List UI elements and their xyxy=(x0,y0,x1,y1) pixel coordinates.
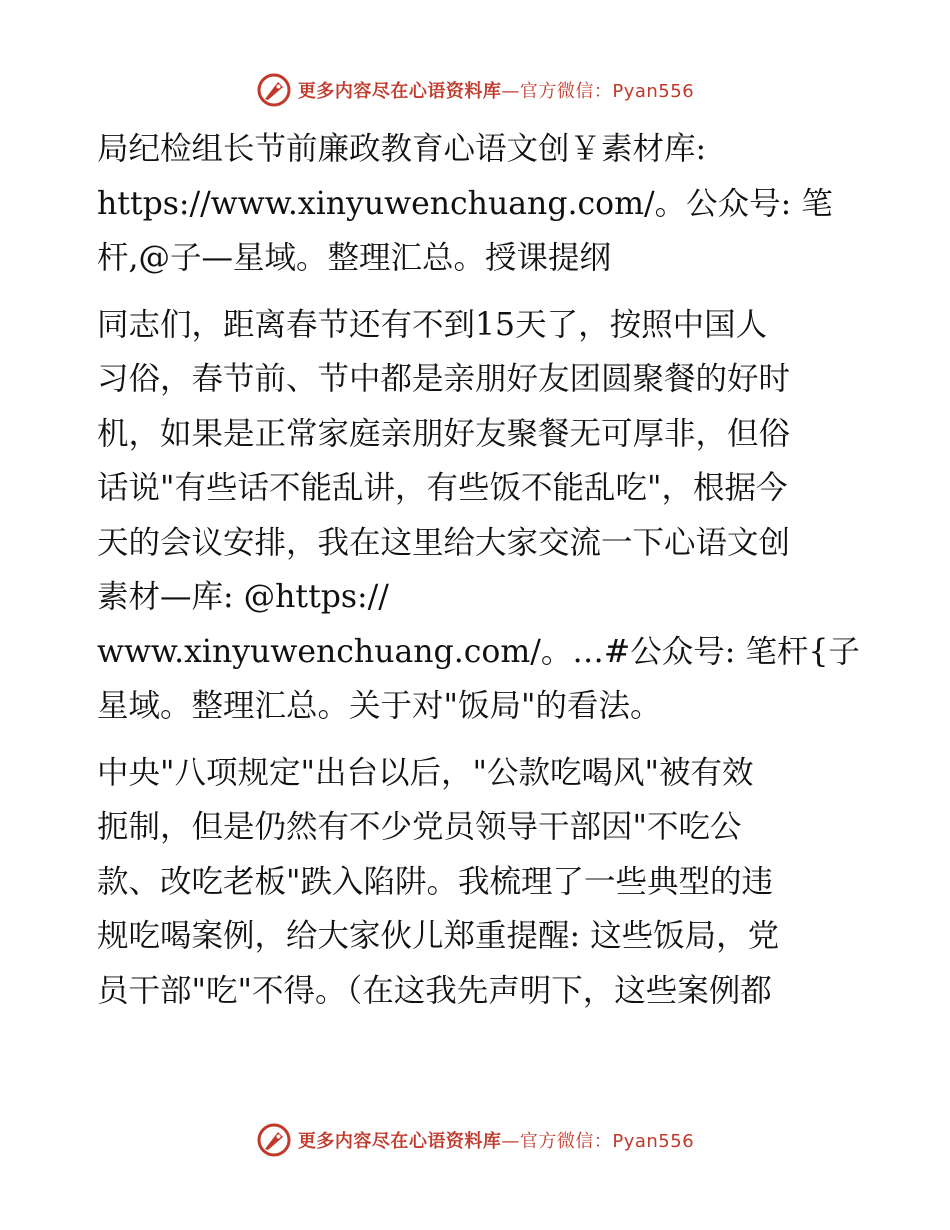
text-line: 员干部"吃"不得。（在这我先声明下，这些案例都 xyxy=(97,972,772,1009)
text-line: 素材—库: @https:// xyxy=(97,579,389,615)
footer-banner xyxy=(0,1120,950,1160)
text-line: 话说"有些话不能乱讲，有些饭不能乱吃"，根据今 xyxy=(97,470,788,506)
pen-nib-logo-icon xyxy=(256,1122,292,1158)
pen-nib-logo-icon xyxy=(256,72,292,108)
paragraph-1 xyxy=(97,122,853,286)
text-line: https://www.xinyuwenchuang.com/。公众号: 笔 xyxy=(97,185,833,222)
banner-brand: 更多内容尽在心语资料库 xyxy=(297,1131,502,1152)
banner-wechat: 官方微信：Pyan556 xyxy=(519,81,695,102)
text-line: 星域。整理汇总。关于对"饭局"的看法。 xyxy=(97,688,662,724)
header-banner xyxy=(0,70,950,110)
banner-brand: 更多内容尽在心语资料库 xyxy=(297,81,502,102)
text-line: 习俗，春节前、节中都是亲朋好友团圆聚餐的好时 xyxy=(97,361,791,397)
text-line: www.xinyuwenchuang.com/。…#公众号: 笔杆{子 xyxy=(97,633,860,670)
paragraph-2 xyxy=(97,298,860,734)
text-line: 扼制，但是仍然有不少党员领导干部因"不吃公 xyxy=(97,809,742,845)
banner-wechat: 官方微信：Pyan556 xyxy=(519,1131,695,1152)
document-body xyxy=(97,122,860,1030)
text-line: 中央"八项规定"出台以后，"公款吃喝风"被有效 xyxy=(97,754,754,791)
banner-dash: — xyxy=(501,1131,520,1152)
text-line: 规吃喝案例，给大家伙儿郑重提醒: 这些饭局，党 xyxy=(97,918,780,954)
text-line: 机，如果是正常家庭亲朋好友聚餐无可厚非，但俗 xyxy=(97,415,791,452)
text-line: 天的会议安排，我在这里给大家交流一下心语文创 xyxy=(97,524,791,561)
banner-text xyxy=(298,77,694,103)
text-line: 同志们，距离春节还有不到15天了，按照中国人 xyxy=(97,306,768,343)
banner-dash: — xyxy=(501,81,520,102)
text-line: 杆,@子—星域。整理汇总。授课提纲 xyxy=(97,240,612,276)
paragraph-3 xyxy=(97,746,853,1019)
text-line: 局纪检组长节前廉政教育心语文创￥素材库: xyxy=(97,131,707,167)
text-line: 款、改吃老板"跌入陷阱。我梳理了一些典型的违 xyxy=(97,863,773,900)
banner-text xyxy=(298,1127,694,1153)
